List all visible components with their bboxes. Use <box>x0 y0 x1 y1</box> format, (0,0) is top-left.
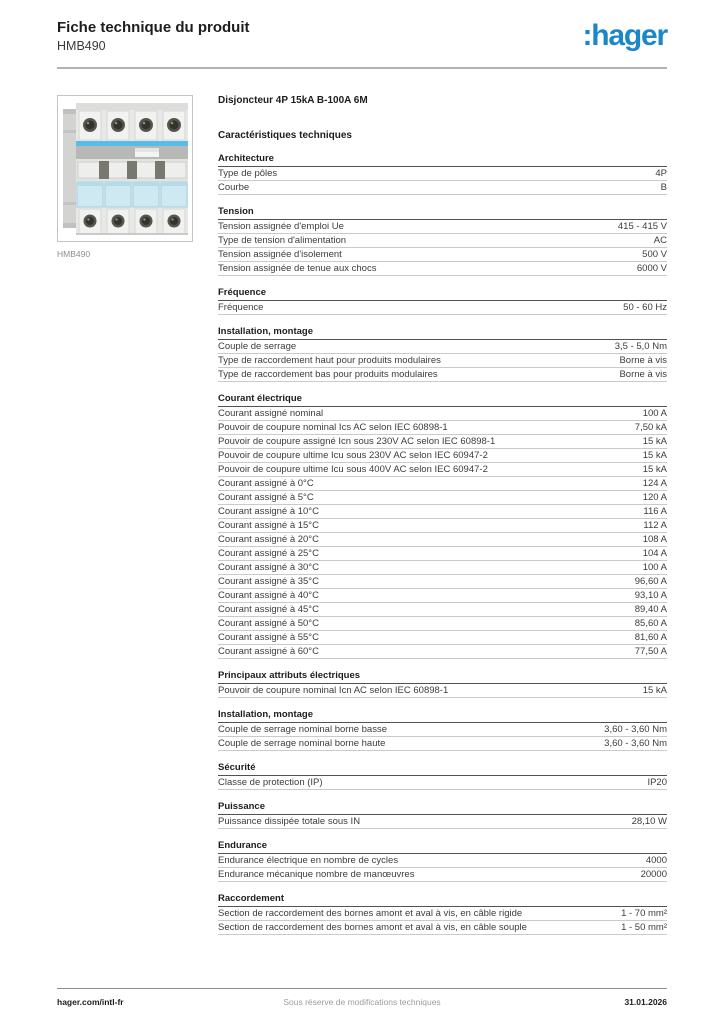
spec-section-rows <box>218 907 667 935</box>
spec-row-label: Fréquence <box>218 301 264 313</box>
spec-row-label: Courant assigné à 0°C <box>218 477 314 489</box>
spec-row-label: Pouvoir de coupure ultime Icu sous 230V AC selon IEC 60947-2 <box>218 449 488 461</box>
spec-row <box>218 617 667 631</box>
spec-row <box>218 907 667 921</box>
spec-row-value: 15 kA <box>642 463 667 475</box>
spec-row-label: Courant assigné à 60°C <box>218 645 319 657</box>
spec-section-title: Sécurité <box>218 762 667 776</box>
spec-row <box>218 684 667 698</box>
spec-row-value: 1 - 50 mm² <box>621 921 667 933</box>
spec-row-value: 77,50 A <box>634 645 667 657</box>
spec-row-value: 116 A <box>643 505 667 517</box>
spec-row-value: 6000 V <box>636 262 667 274</box>
spec-row <box>218 561 667 575</box>
spec-row-label: Courant assigné à 10°C <box>218 505 319 517</box>
spec-section-title: Installation, montage <box>218 709 667 723</box>
spec-row-value: AC <box>653 234 667 246</box>
page-subtitle: HMB490 <box>57 39 106 53</box>
spec-section-title: Endurance <box>218 840 667 854</box>
spec-row-label: Courant assigné à 35°C <box>218 575 319 587</box>
spec-row <box>218 505 667 519</box>
spec-row <box>218 631 667 645</box>
spec-row-label: Courant assigné à 20°C <box>218 533 319 545</box>
spec-section-title: Principaux attributs électriques <box>218 670 667 684</box>
spec-row-label: Pouvoir de coupure nominal Ics AC selon IEC 60898-1 <box>218 421 448 433</box>
spec-section-rows <box>218 340 667 382</box>
spec-row-value: 93,10 A <box>634 589 667 601</box>
spec-row <box>218 477 667 491</box>
spec-section <box>218 206 667 276</box>
spec-row-value: 85,60 A <box>634 617 667 629</box>
spec-row-value: Borne à vis <box>619 368 667 380</box>
spec-row-label: Puissance dissipée totale sous IN <box>218 815 361 827</box>
spec-section-title: Architecture <box>218 153 667 167</box>
spec-row <box>218 723 667 737</box>
spec-row-label: Courant assigné à 55°C <box>218 631 319 643</box>
spec-column <box>218 95 667 935</box>
page-title: Fiche technique du produit <box>57 19 250 36</box>
spec-section <box>218 326 667 382</box>
spec-row-value: 81,60 A <box>634 631 667 643</box>
spec-row-value: 112 A <box>643 519 667 531</box>
footer-website-link[interactable]: hager.com/intl-fr <box>57 997 124 1007</box>
spec-row <box>218 421 667 435</box>
footer-disclaimer: Sous réserve de modifications techniques <box>283 997 441 1007</box>
spec-row-value: 100 A <box>642 561 667 573</box>
spec-row-value: 120 A <box>642 491 667 503</box>
characteristics-heading: Caractéristiques techniques <box>218 130 352 141</box>
spec-row <box>218 234 667 248</box>
spec-row <box>218 301 667 315</box>
spec-row <box>218 645 667 659</box>
product-photo-frame <box>57 95 193 242</box>
spec-row-label: Couple de serrage <box>218 340 297 352</box>
spec-row-label: Type de raccordement haut pour produits modulaires <box>218 354 441 366</box>
spec-row <box>218 603 667 617</box>
spec-section-title: Puissance <box>218 801 667 815</box>
spec-section <box>218 801 667 829</box>
spec-section-rows <box>218 167 667 195</box>
spec-row-label: Couple de serrage nominal borne haute <box>218 737 386 749</box>
circuit-breaker-image <box>58 96 192 241</box>
spec-row-value: 50 - 60 Hz <box>623 301 667 313</box>
header-titles <box>57 19 250 53</box>
spec-row-value: 1 - 70 mm² <box>621 907 667 919</box>
spec-row <box>218 262 667 276</box>
spec-row-value: 89,40 A <box>634 603 667 615</box>
product-image-column <box>57 95 193 935</box>
spec-section-title: Raccordement <box>218 893 667 907</box>
spec-section-title: Installation, montage <box>218 326 667 340</box>
spec-row-value: 15 kA <box>642 449 667 461</box>
product-photo-caption: HMB490 <box>57 249 91 259</box>
spec-row <box>218 368 667 382</box>
spec-section <box>218 893 667 935</box>
spec-row-label: Type de tension d'alimentation <box>218 234 347 246</box>
spec-section <box>218 153 667 195</box>
spec-row <box>218 340 667 354</box>
footer <box>57 988 667 1007</box>
spec-row-label: Tension assignée d'emploi Ue <box>218 220 344 232</box>
spec-row-label: Courant assigné à 40°C <box>218 589 319 601</box>
spec-section <box>218 840 667 882</box>
spec-row-value: 3,5 - 5,0 Nm <box>614 340 667 352</box>
spec-row-value: 124 A <box>642 477 667 489</box>
spec-row-value: 15 kA <box>642 684 667 696</box>
spec-row <box>218 248 667 262</box>
spec-row-value: 96,60 A <box>634 575 667 587</box>
spec-row <box>218 463 667 477</box>
spec-row-label: Pouvoir de coupure assigné Icn sous 230V AC selon IEC 60898-1 <box>218 435 496 447</box>
spec-row <box>218 354 667 368</box>
spec-row <box>218 854 667 868</box>
spec-row <box>218 407 667 421</box>
spec-row-value: 20000 <box>640 868 667 880</box>
spec-section-rows <box>218 220 667 276</box>
header <box>57 19 667 53</box>
spec-row <box>218 575 667 589</box>
spec-row-label: Courant assigné nominal <box>218 407 324 419</box>
spec-row-label: Courant assigné à 30°C <box>218 561 319 573</box>
spec-row-value: 3,60 - 3,60 Nm <box>604 723 667 735</box>
spec-row <box>218 491 667 505</box>
spec-row <box>218 737 667 751</box>
spec-section-rows <box>218 776 667 790</box>
spec-row-label: Classe de protection (IP) <box>218 776 323 788</box>
spec-section <box>218 670 667 698</box>
spec-row <box>218 921 667 935</box>
spec-section-rows <box>218 723 667 751</box>
spec-section-rows <box>218 301 667 315</box>
spec-row-value: IP20 <box>647 776 667 788</box>
spec-row <box>218 533 667 547</box>
hager-logo: :hager <box>582 19 667 52</box>
spec-row-label: Pouvoir de coupure nominal Icn AC selon IEC 60898-1 <box>218 684 449 696</box>
header-divider <box>57 67 667 69</box>
spec-section-rows <box>218 854 667 882</box>
spec-row-label: Endurance mécanique nombre de manœuvres <box>218 868 415 880</box>
spec-row-label: Endurance électrique en nombre de cycles <box>218 854 399 866</box>
spec-row <box>218 519 667 533</box>
spec-row-value: 500 V <box>642 248 667 260</box>
spec-row-value: 4P <box>655 167 667 179</box>
main-content <box>57 95 667 935</box>
footer-date: 31.01.2026 <box>624 997 667 1007</box>
spec-row-label: Type de pôles <box>218 167 278 179</box>
spec-row-value: 108 A <box>642 533 667 545</box>
spec-row-label: Courant assigné à 5°C <box>218 491 314 503</box>
spec-row-label: Courant assigné à 15°C <box>218 519 319 531</box>
spec-row-label: Courant assigné à 50°C <box>218 617 319 629</box>
spec-section-rows <box>218 815 667 829</box>
spec-row <box>218 167 667 181</box>
product-name: Disjoncteur 4P 15kA B-100A 6M <box>218 95 368 106</box>
spec-row-value: 7,50 kA <box>634 421 667 433</box>
spec-row-value: 15 kA <box>642 435 667 447</box>
spec-row-value: 28,10 W <box>631 815 667 827</box>
spec-row <box>218 547 667 561</box>
spec-row-label: Pouvoir de coupure ultime Icu sous 400V AC selon IEC 60947-2 <box>218 463 488 475</box>
spec-row <box>218 449 667 463</box>
spec-section-rows <box>218 407 667 659</box>
spec-row <box>218 220 667 234</box>
spec-section-title: Tension <box>218 206 667 220</box>
spec-row-label: Tension assignée d'isolement <box>218 248 342 260</box>
spec-section-title: Fréquence <box>218 287 667 301</box>
spec-row-label: Tension assignée de tenue aux chocs <box>218 262 377 274</box>
spec-row <box>218 181 667 195</box>
spec-row-label: Couple de serrage nominal borne basse <box>218 723 387 735</box>
spec-section <box>218 762 667 790</box>
spec-section <box>218 393 667 659</box>
spec-row-value: B <box>660 181 667 193</box>
spec-row <box>218 435 667 449</box>
spec-row <box>218 868 667 882</box>
spec-row <box>218 589 667 603</box>
spec-row-label: Section de raccordement des bornes amont et aval à vis, en câble souple <box>218 921 527 933</box>
spec-row-value: Borne à vis <box>619 354 667 366</box>
spec-row-value: 4000 <box>645 854 667 866</box>
spec-row-value: 3,60 - 3,60 Nm <box>604 737 667 749</box>
spec-section <box>218 287 667 315</box>
spec-row-label: Courant assigné à 25°C <box>218 547 319 559</box>
spec-row-value: 415 - 415 V <box>617 220 667 232</box>
spec-row <box>218 815 667 829</box>
spec-section <box>218 709 667 751</box>
spec-section-title: Courant électrique <box>218 393 667 407</box>
spec-row <box>218 776 667 790</box>
spec-row-label: Courbe <box>218 181 250 193</box>
spec-row-label: Section de raccordement des bornes amont et aval à vis, en câble rigide <box>218 907 523 919</box>
spec-row-value: 104 A <box>642 547 667 559</box>
spec-section-rows <box>218 684 667 698</box>
spec-sections <box>218 153 667 935</box>
spec-row-value: 100 A <box>642 407 667 419</box>
spec-row-label: Courant assigné à 45°C <box>218 603 319 615</box>
spec-row-label: Type de raccordement bas pour produits modulaires <box>218 368 438 380</box>
